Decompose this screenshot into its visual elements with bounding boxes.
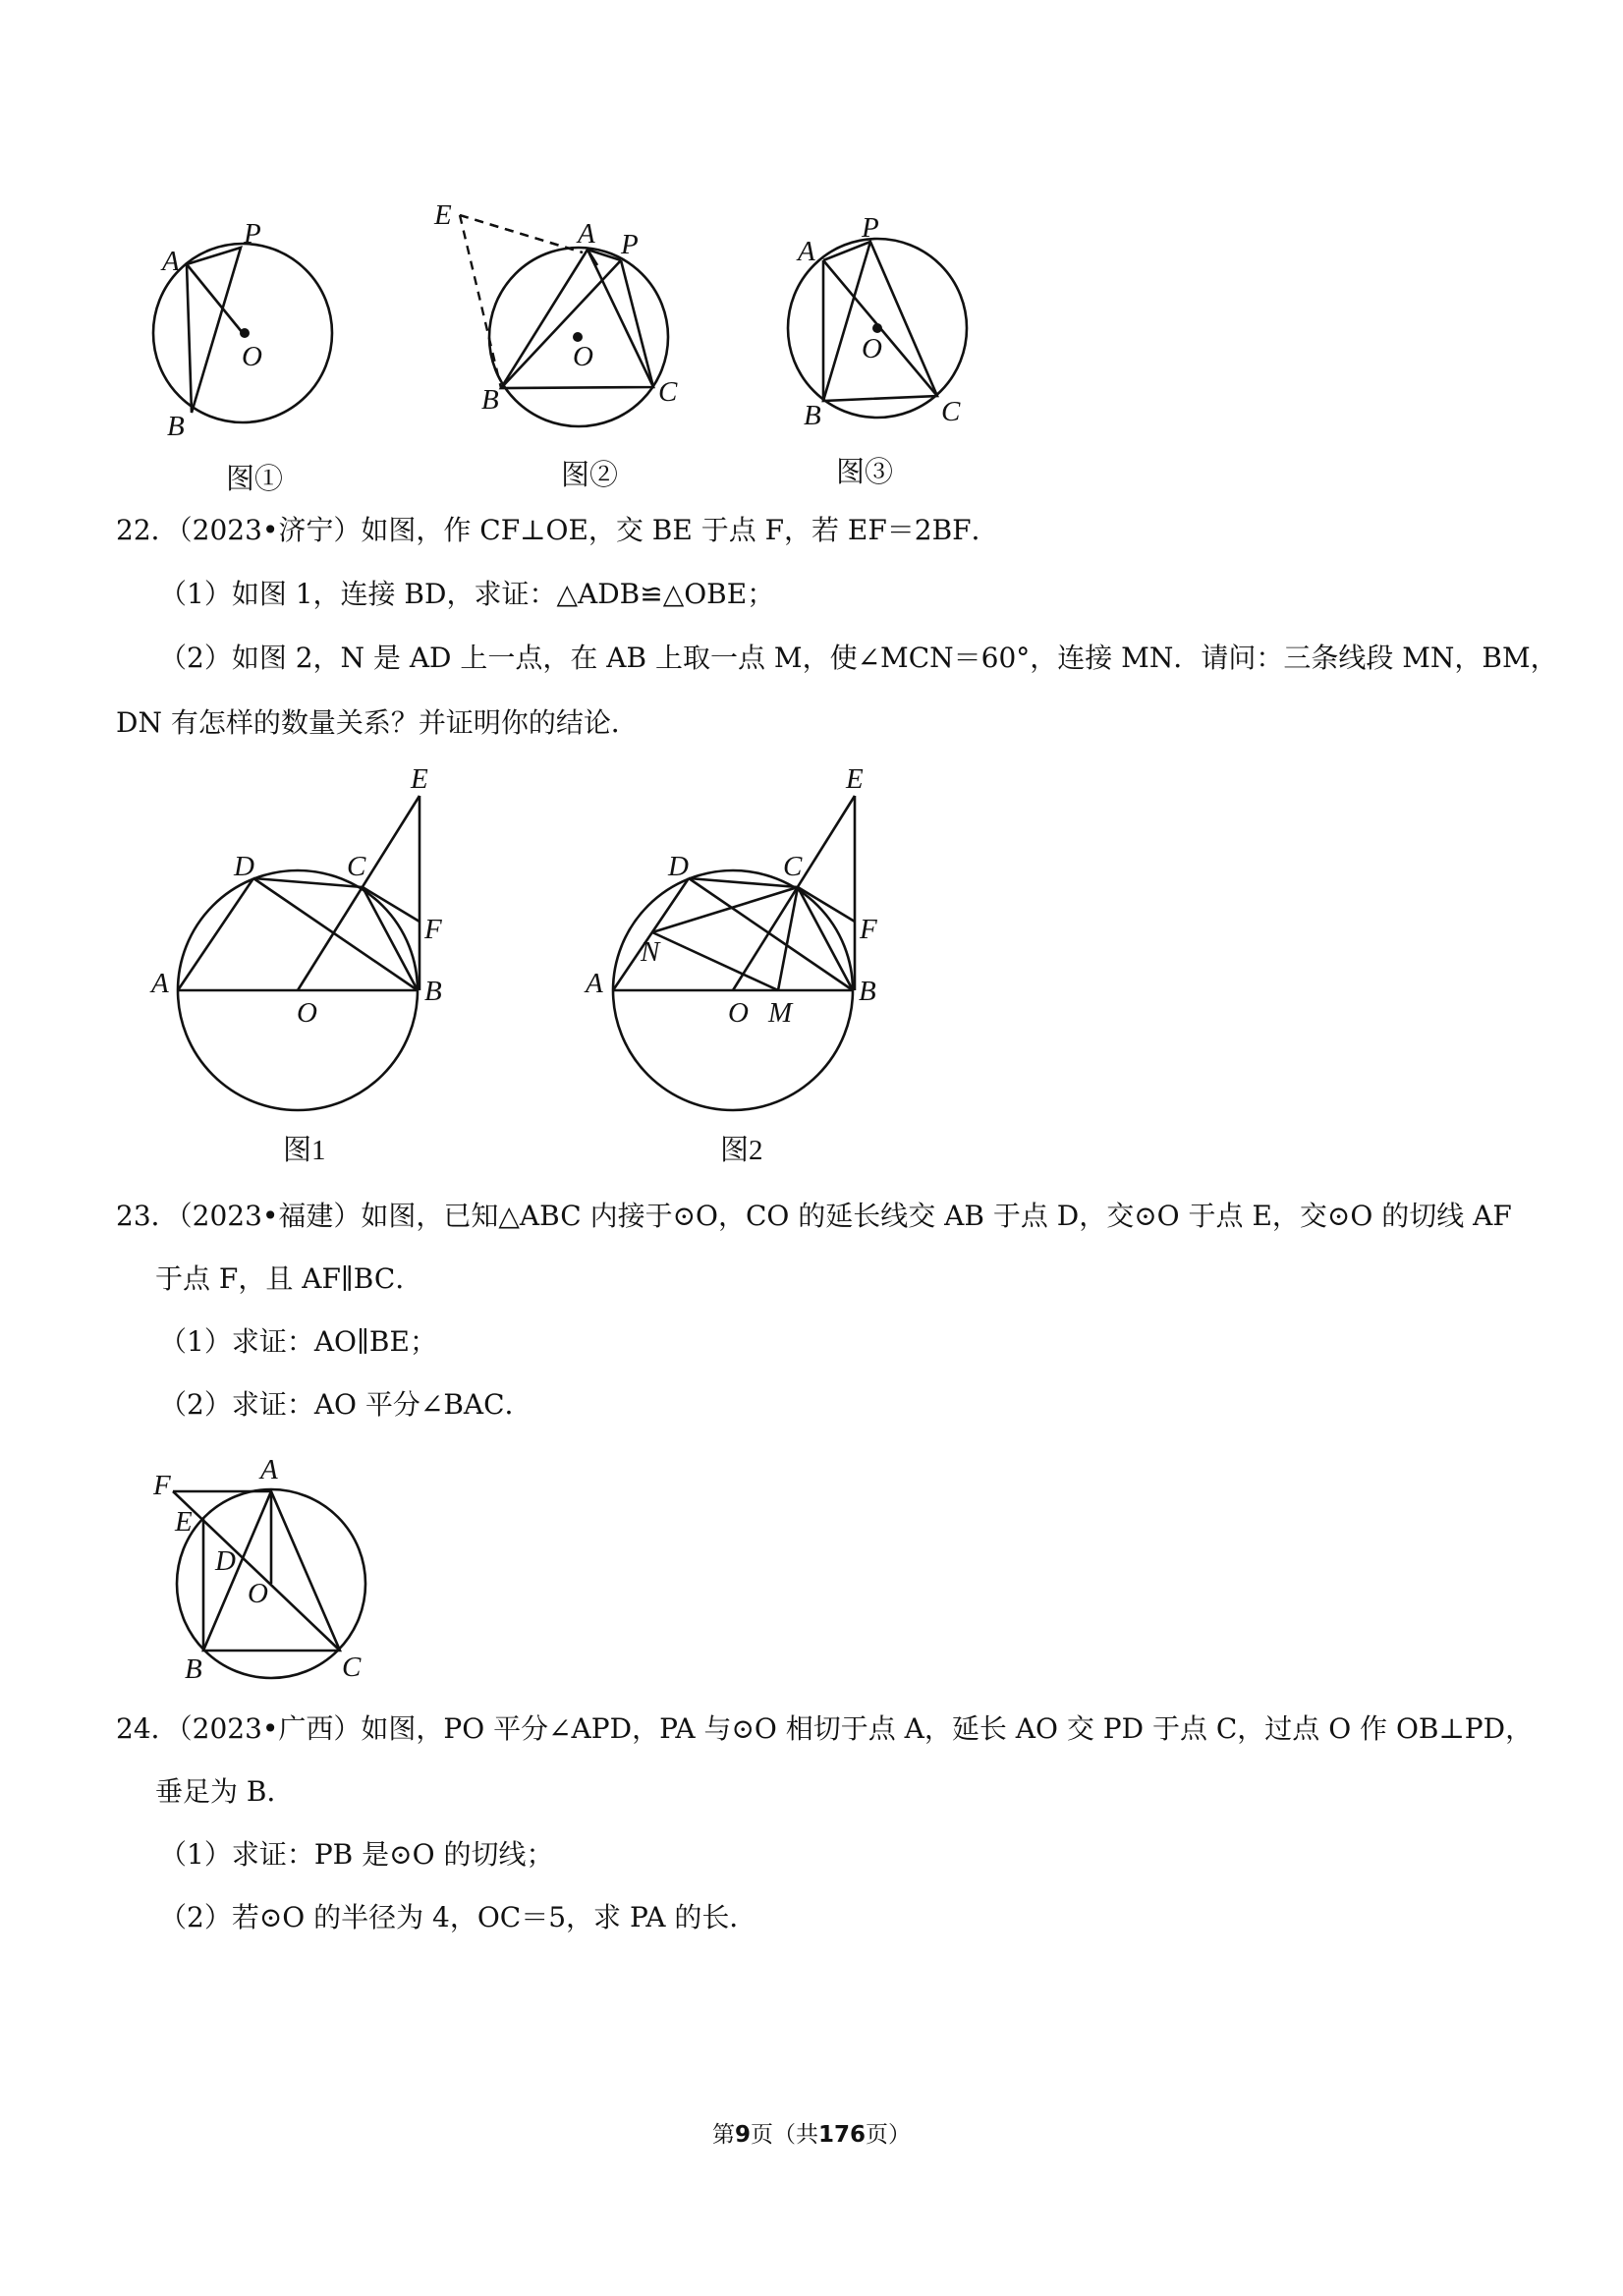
q23-part2: （2）求证：AO 平分∠BAC．: [159, 1388, 532, 1421]
label-P: P: [621, 229, 639, 260]
footer-total-pages: 176: [818, 2122, 867, 2148]
label-D: D: [234, 851, 254, 882]
q22-figure-2-caption: 图2: [720, 1135, 763, 1166]
label-O: O: [248, 1578, 268, 1609]
label-B: B: [859, 976, 876, 1007]
label-E: E: [411, 763, 428, 795]
label-B: B: [804, 400, 821, 431]
q24-part2: （2）若⊙O 的半径为 4，OC＝5，求 PA 的长．: [159, 1901, 757, 1933]
label-E: E: [434, 199, 452, 231]
figure-1-caption: 图①: [226, 464, 284, 495]
label-O: O: [573, 341, 593, 372]
q22-part2-line2: DN 有怎样的数量关系？并证明你的结论．: [116, 706, 639, 739]
page-footer: [0, 2116, 1623, 2149]
q22-part1: （1）如图 1，连接 BD，求证：△ADB≌△OBE；: [159, 578, 775, 610]
q22-figure-1-caption: 图1: [283, 1135, 326, 1166]
q23-figure: [138, 1444, 393, 1685]
label-A: A: [798, 236, 815, 267]
label-F: F: [860, 914, 877, 945]
label-B: B: [167, 411, 185, 442]
label-E: E: [846, 763, 864, 795]
label-C: C: [658, 376, 678, 408]
label-P: P: [862, 212, 879, 244]
label-F: F: [424, 914, 442, 945]
footer-post: 页）: [866, 2122, 912, 2148]
label-B: B: [481, 384, 499, 416]
figure-3: [786, 206, 992, 531]
label-A: A: [578, 218, 595, 250]
label-C: C: [342, 1652, 362, 1683]
label-A: A: [586, 968, 603, 999]
q22-stem: 22．（2023•济宁）如图，作 CF⊥OE，交 BE 于点 F，若 EF＝2BF．: [116, 514, 999, 546]
figure-1: [138, 206, 354, 531]
label-E: E: [175, 1506, 193, 1538]
label-C: C: [347, 851, 366, 882]
label-D: D: [668, 851, 689, 882]
q23-stem-line1: 23．（2023•福建）如图，已知△ABC 内接于⊙O，CO 的延长线交 AB 于点 D，交⊙O 于点 E，交⊙O 的切线 AF: [116, 1200, 1512, 1232]
figure-2: [422, 196, 678, 521]
q22-part2-line1: （2）如图 2，N 是 AD 上一点，在 AB 上取一点 M，使∠MCN＝60°，连接 MN．请问：三条线段 MN，BM，: [159, 642, 1558, 674]
q24-part1: （1）求证：PB 是⊙O 的切线；: [159, 1838, 554, 1871]
label-P: P: [244, 218, 261, 250]
label-C: C: [941, 396, 961, 427]
label-N: N: [641, 936, 660, 968]
label-B: B: [185, 1653, 202, 1685]
figure-2-caption: 图②: [561, 460, 619, 491]
label-A: A: [162, 246, 180, 277]
label-O: O: [728, 997, 749, 1029]
footer-mid: 页（共: [751, 2122, 818, 2148]
label-A: A: [260, 1454, 278, 1485]
label-D: D: [215, 1545, 236, 1577]
q23-stem-line2: 于点 F，且 AF∥BC．: [155, 1262, 423, 1295]
q24-stem-line1: 24．（2023•广西）如图，PO 平分∠APD，PA 与⊙O 相切于点 A，延长 AO 交 PD 于点 C，过点 O 作 OB⊥PD，: [116, 1712, 1534, 1745]
figure-3-caption: 图③: [836, 457, 894, 488]
label-O: O: [297, 997, 317, 1029]
footer-page-number: 9: [734, 2122, 751, 2148]
label-M: M: [768, 997, 793, 1029]
q24-stem-line2: 垂足为 B．: [155, 1775, 295, 1808]
label-C: C: [783, 851, 803, 882]
label-F: F: [153, 1470, 171, 1501]
q23-part1: （1）求证：AO∥BE；: [159, 1325, 437, 1358]
label-O: O: [862, 333, 882, 364]
q22-figure-1: [138, 756, 462, 1169]
label-B: B: [424, 976, 442, 1007]
label-A: A: [151, 968, 169, 999]
label-O: O: [242, 341, 262, 372]
q22-figure-2: [580, 756, 914, 1169]
footer-pre: 第: [711, 2122, 735, 2148]
